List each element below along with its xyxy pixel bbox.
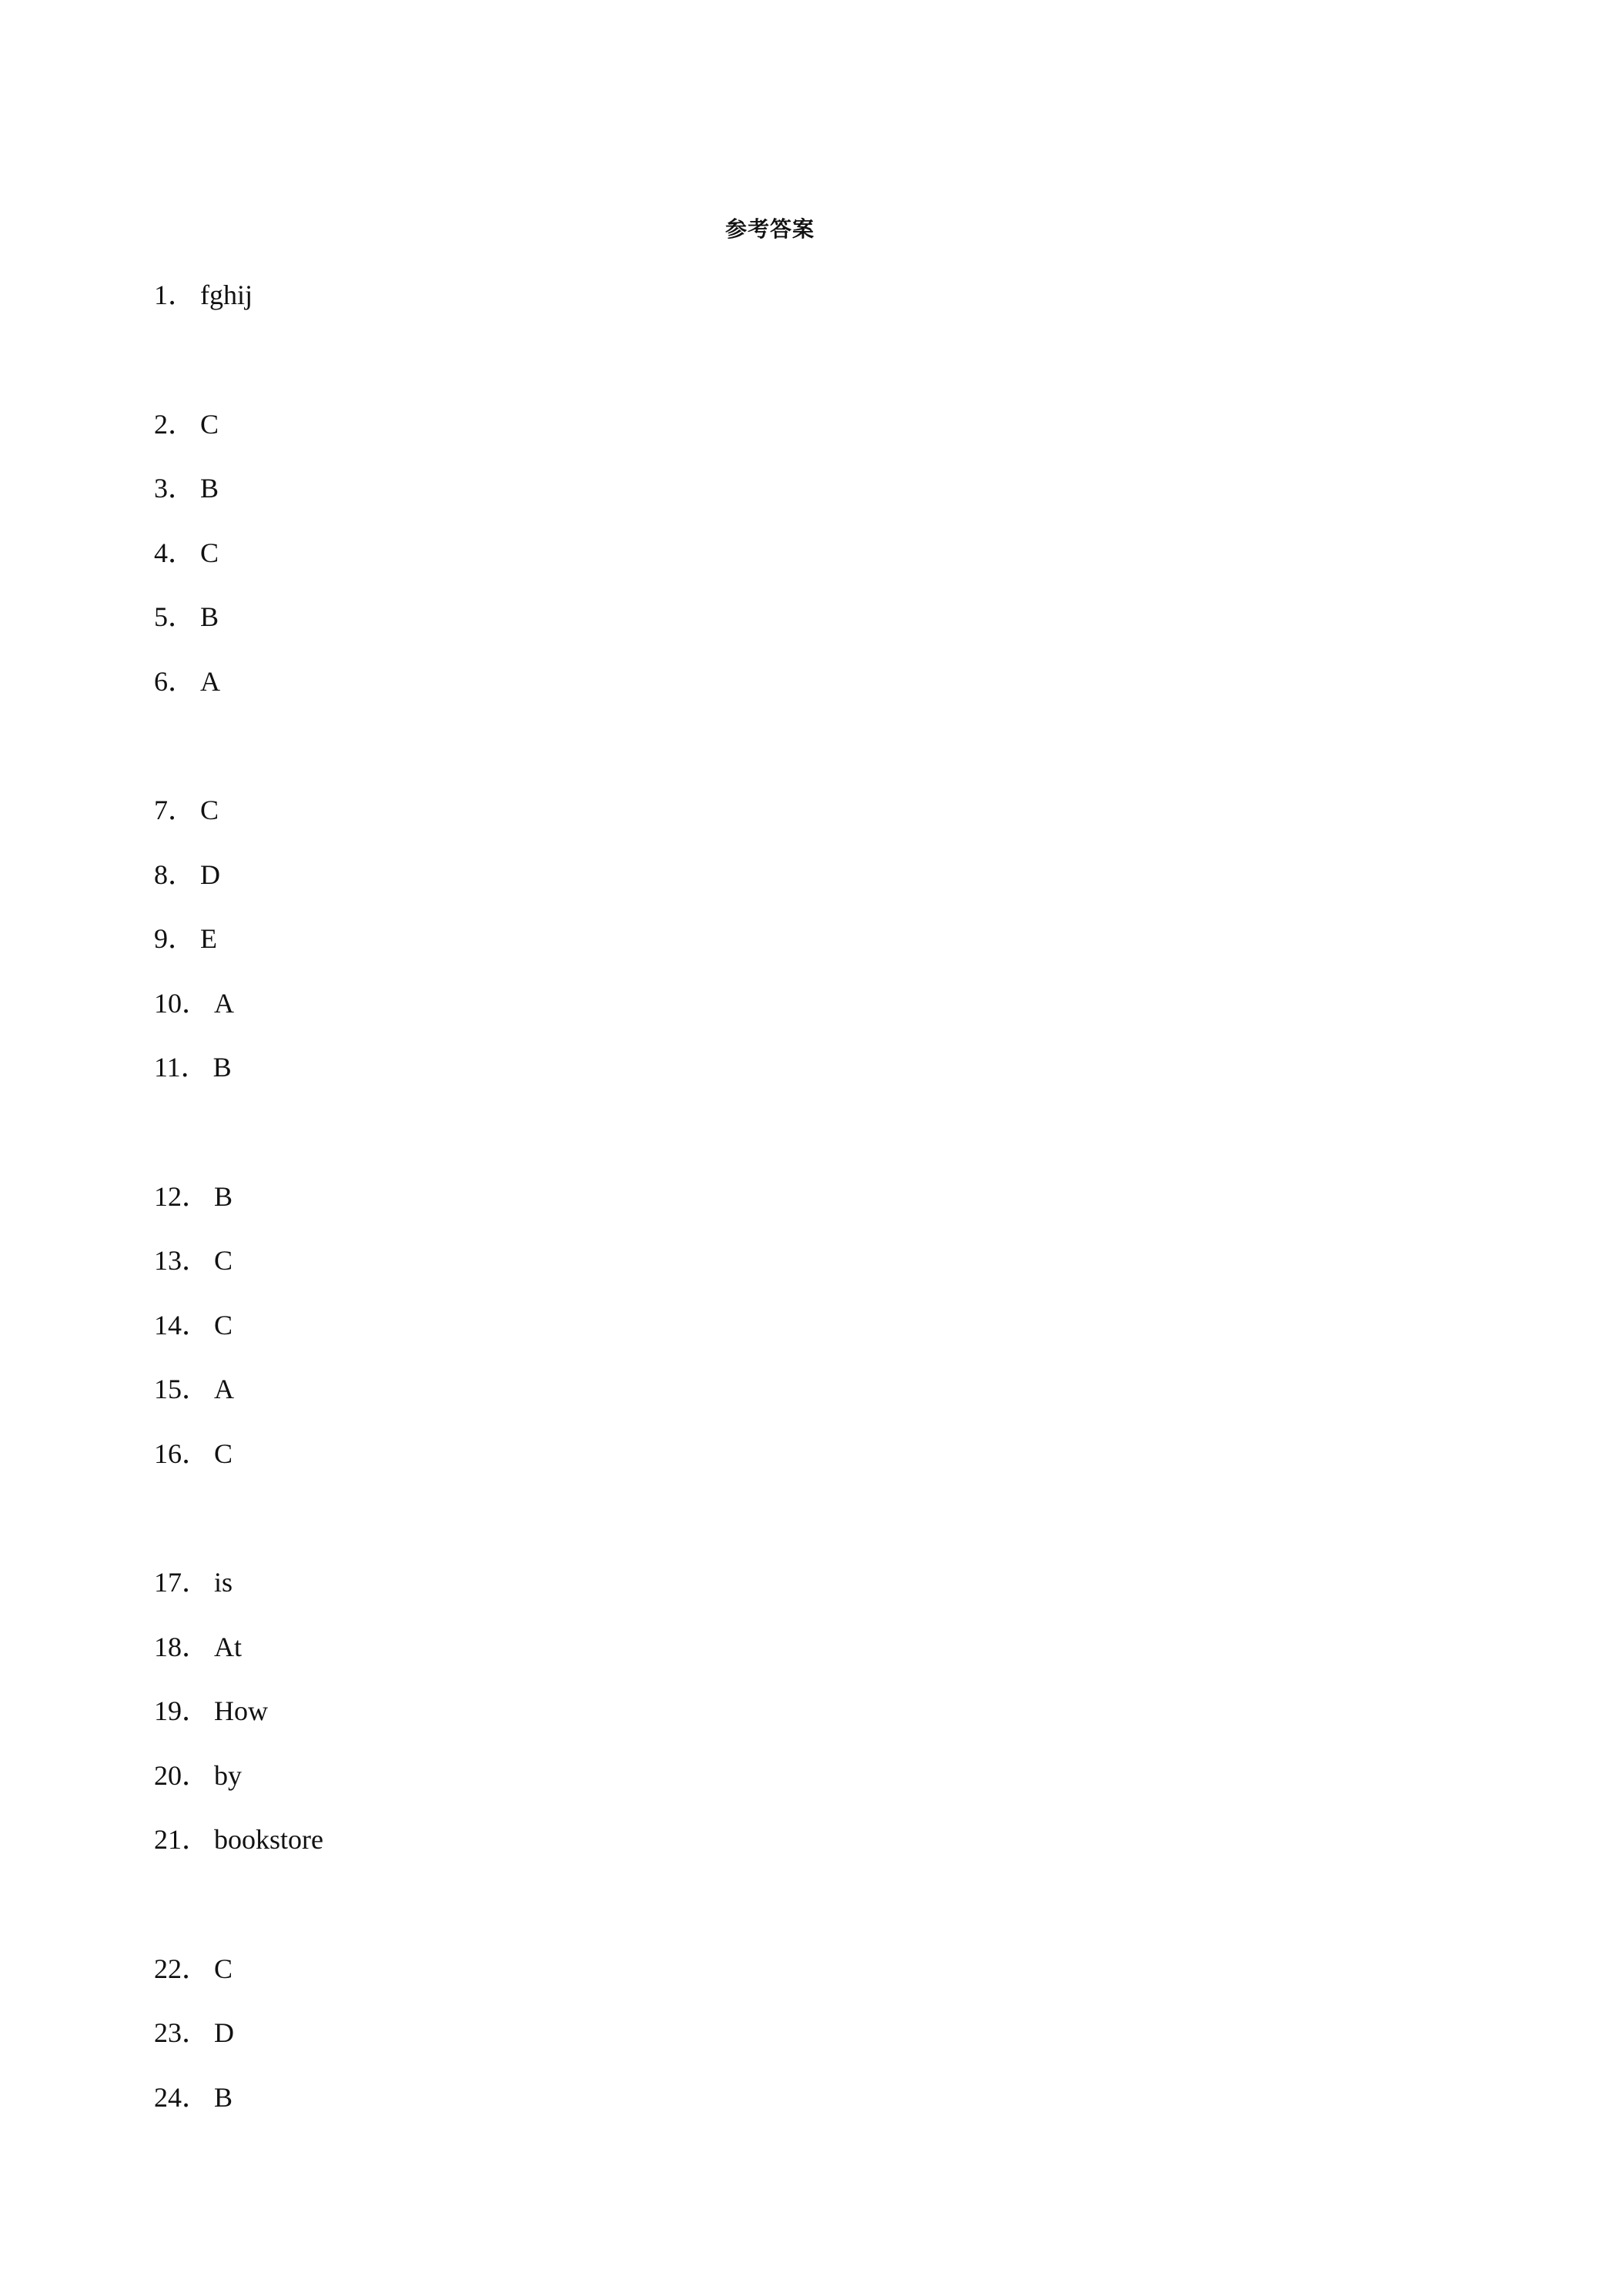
answer-item [154,1942,1463,2006]
question-number: 16． [154,1438,210,1469]
answer-text: A [214,1374,235,1404]
question-number: 3． [154,473,196,504]
answer-text: C [214,1245,233,1276]
question-number: 14． [154,1309,210,1340]
answer-group [154,397,1463,719]
question-number: 10． [154,987,210,1019]
answer-text: D [200,858,221,890]
question-number: 15． [154,1374,210,1404]
question-number: 19． [154,1695,210,1726]
answer-text: B [214,1180,233,1212]
question-number: 20． [154,1759,210,1791]
answer-item [154,1555,1463,1620]
answer-text: E [200,923,218,954]
answer-item [154,1170,1463,1234]
answer-text: D [214,2017,235,2048]
answer-group [154,1170,1463,1491]
answer-text: is [214,1567,233,1598]
answer-text: bookstore [214,1824,323,1855]
answer-list [154,268,1463,2199]
answer-item [154,1812,1463,1877]
answer-text: C [200,408,219,440]
question-number: 24． [154,2081,210,2113]
answer-text: B [212,1052,232,1083]
question-number: 22． [154,1953,210,1984]
answer-item [154,783,1463,848]
answer-text: C [214,1309,233,1340]
answer-item [154,397,1463,462]
answer-text: B [200,601,219,632]
answer-item [154,912,1463,976]
answer-group [154,1555,1463,1877]
answer-group [154,783,1463,1105]
question-number: 11． [154,1052,209,1083]
answer-item [154,1233,1463,1298]
answer-text: At [214,1631,243,1662]
answer-text: B [214,2081,233,2113]
answer-group [154,268,1463,333]
answer-item [154,2006,1463,2070]
answer-item [154,268,1463,333]
question-number: 5． [154,601,196,632]
answer-text: A [214,987,235,1019]
answer-item [154,1684,1463,1749]
answer-text: C [214,1438,233,1469]
answer-text: fghij [200,279,253,310]
answer-item [154,2070,1463,2135]
question-number: 23． [154,2017,210,2048]
answer-text: A [200,665,221,697]
answer-item [154,1427,1463,1491]
question-number: 18． [154,1631,210,1662]
question-number: 12． [154,1180,210,1212]
answer-item [154,590,1463,654]
answer-group [154,1942,1463,2135]
answer-text: by [214,1759,243,1791]
question-number: 4． [154,537,196,568]
question-number: 7． [154,795,196,825]
answer-text: B [200,473,219,504]
answer-text: C [200,537,219,568]
question-number: 17． [154,1567,210,1598]
answer-item [154,1298,1463,1363]
question-number: 21． [154,1824,210,1855]
question-number: 13． [154,1245,210,1276]
answer-item [154,976,1463,1041]
answer-item [154,1362,1463,1427]
question-number: 1． [154,279,196,310]
answer-text: How [214,1695,269,1726]
answer-item [154,848,1463,912]
question-number: 6． [154,665,196,697]
answer-text: C [214,1953,233,1984]
question-number: 9． [154,923,196,954]
question-number: 8． [154,858,196,890]
answer-item [154,526,1463,591]
answer-item [154,654,1463,719]
answer-item [154,1749,1463,1813]
question-number: 2． [154,408,196,440]
answer-item [154,1620,1463,1685]
page-title: 参考答案 [724,216,815,242]
answer-text: C [200,795,219,825]
answer-item [154,1040,1463,1105]
answer-item [154,461,1463,526]
